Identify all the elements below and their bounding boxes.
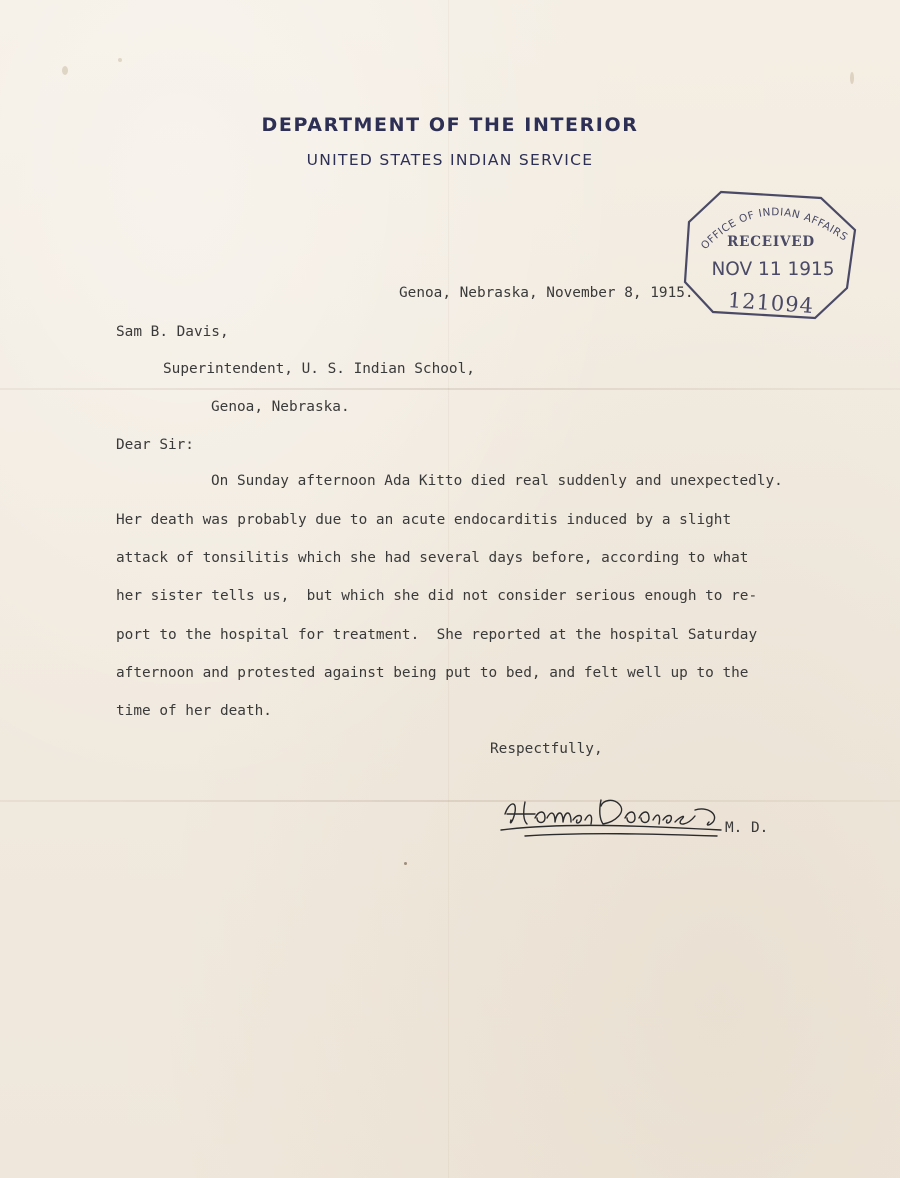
paper-blemish — [850, 72, 854, 84]
body-line: her sister tells us, but which she did not consider serious enough to re- — [116, 588, 758, 604]
stamp-file-number: 121094 — [727, 288, 815, 318]
closing: Respectfully, — [490, 741, 603, 757]
salutation: Dear Sir: — [116, 437, 194, 453]
credential: M. D. — [725, 820, 769, 836]
paper-fold-lower — [0, 800, 900, 802]
paper-blemish — [62, 66, 68, 75]
signature-graphic — [495, 792, 735, 848]
body-line: attack of tonsilitis which she had several days before, according to what — [116, 550, 749, 566]
stamp-received-label: RECEIVED — [727, 234, 815, 250]
addressee-name: Sam B. Davis, — [116, 324, 229, 340]
signature — [495, 792, 735, 848]
stamp-date: NOV 11 1915 — [711, 259, 835, 280]
paper-blemish — [404, 862, 407, 865]
paper-fold-upper — [0, 388, 900, 390]
received-stamp — [683, 188, 858, 320]
body-line: afternoon and protested against being put to bed, and felt well up to the — [116, 665, 749, 681]
letterhead-department: DEPARTMENT OF THE INTERIOR — [261, 114, 639, 136]
addressee-location: Genoa, Nebraska. — [211, 399, 350, 415]
dateline: Genoa, Nebraska, November 8, 1915. — [399, 285, 694, 301]
body-line: port to the hospital for treatment. She reported at the hospital Saturday — [116, 627, 758, 643]
paper-blemish — [118, 58, 122, 62]
addressee-title: Superintendent, U. S. Indian School, — [163, 361, 475, 377]
letterhead-service: UNITED STATES INDIAN SERVICE — [306, 151, 594, 169]
body-line: time of her death. — [116, 703, 272, 719]
body-line: On Sunday afternoon Ada Kitto died real suddenly and unexpectedly. — [211, 473, 783, 489]
received-stamp-graphic — [683, 188, 858, 320]
body-line: Her death was probably due to an acute endocarditis induced by a slight — [116, 512, 732, 528]
stamp-arc-text: OFFICE OF INDIAN AFFAIRS — [698, 206, 850, 252]
